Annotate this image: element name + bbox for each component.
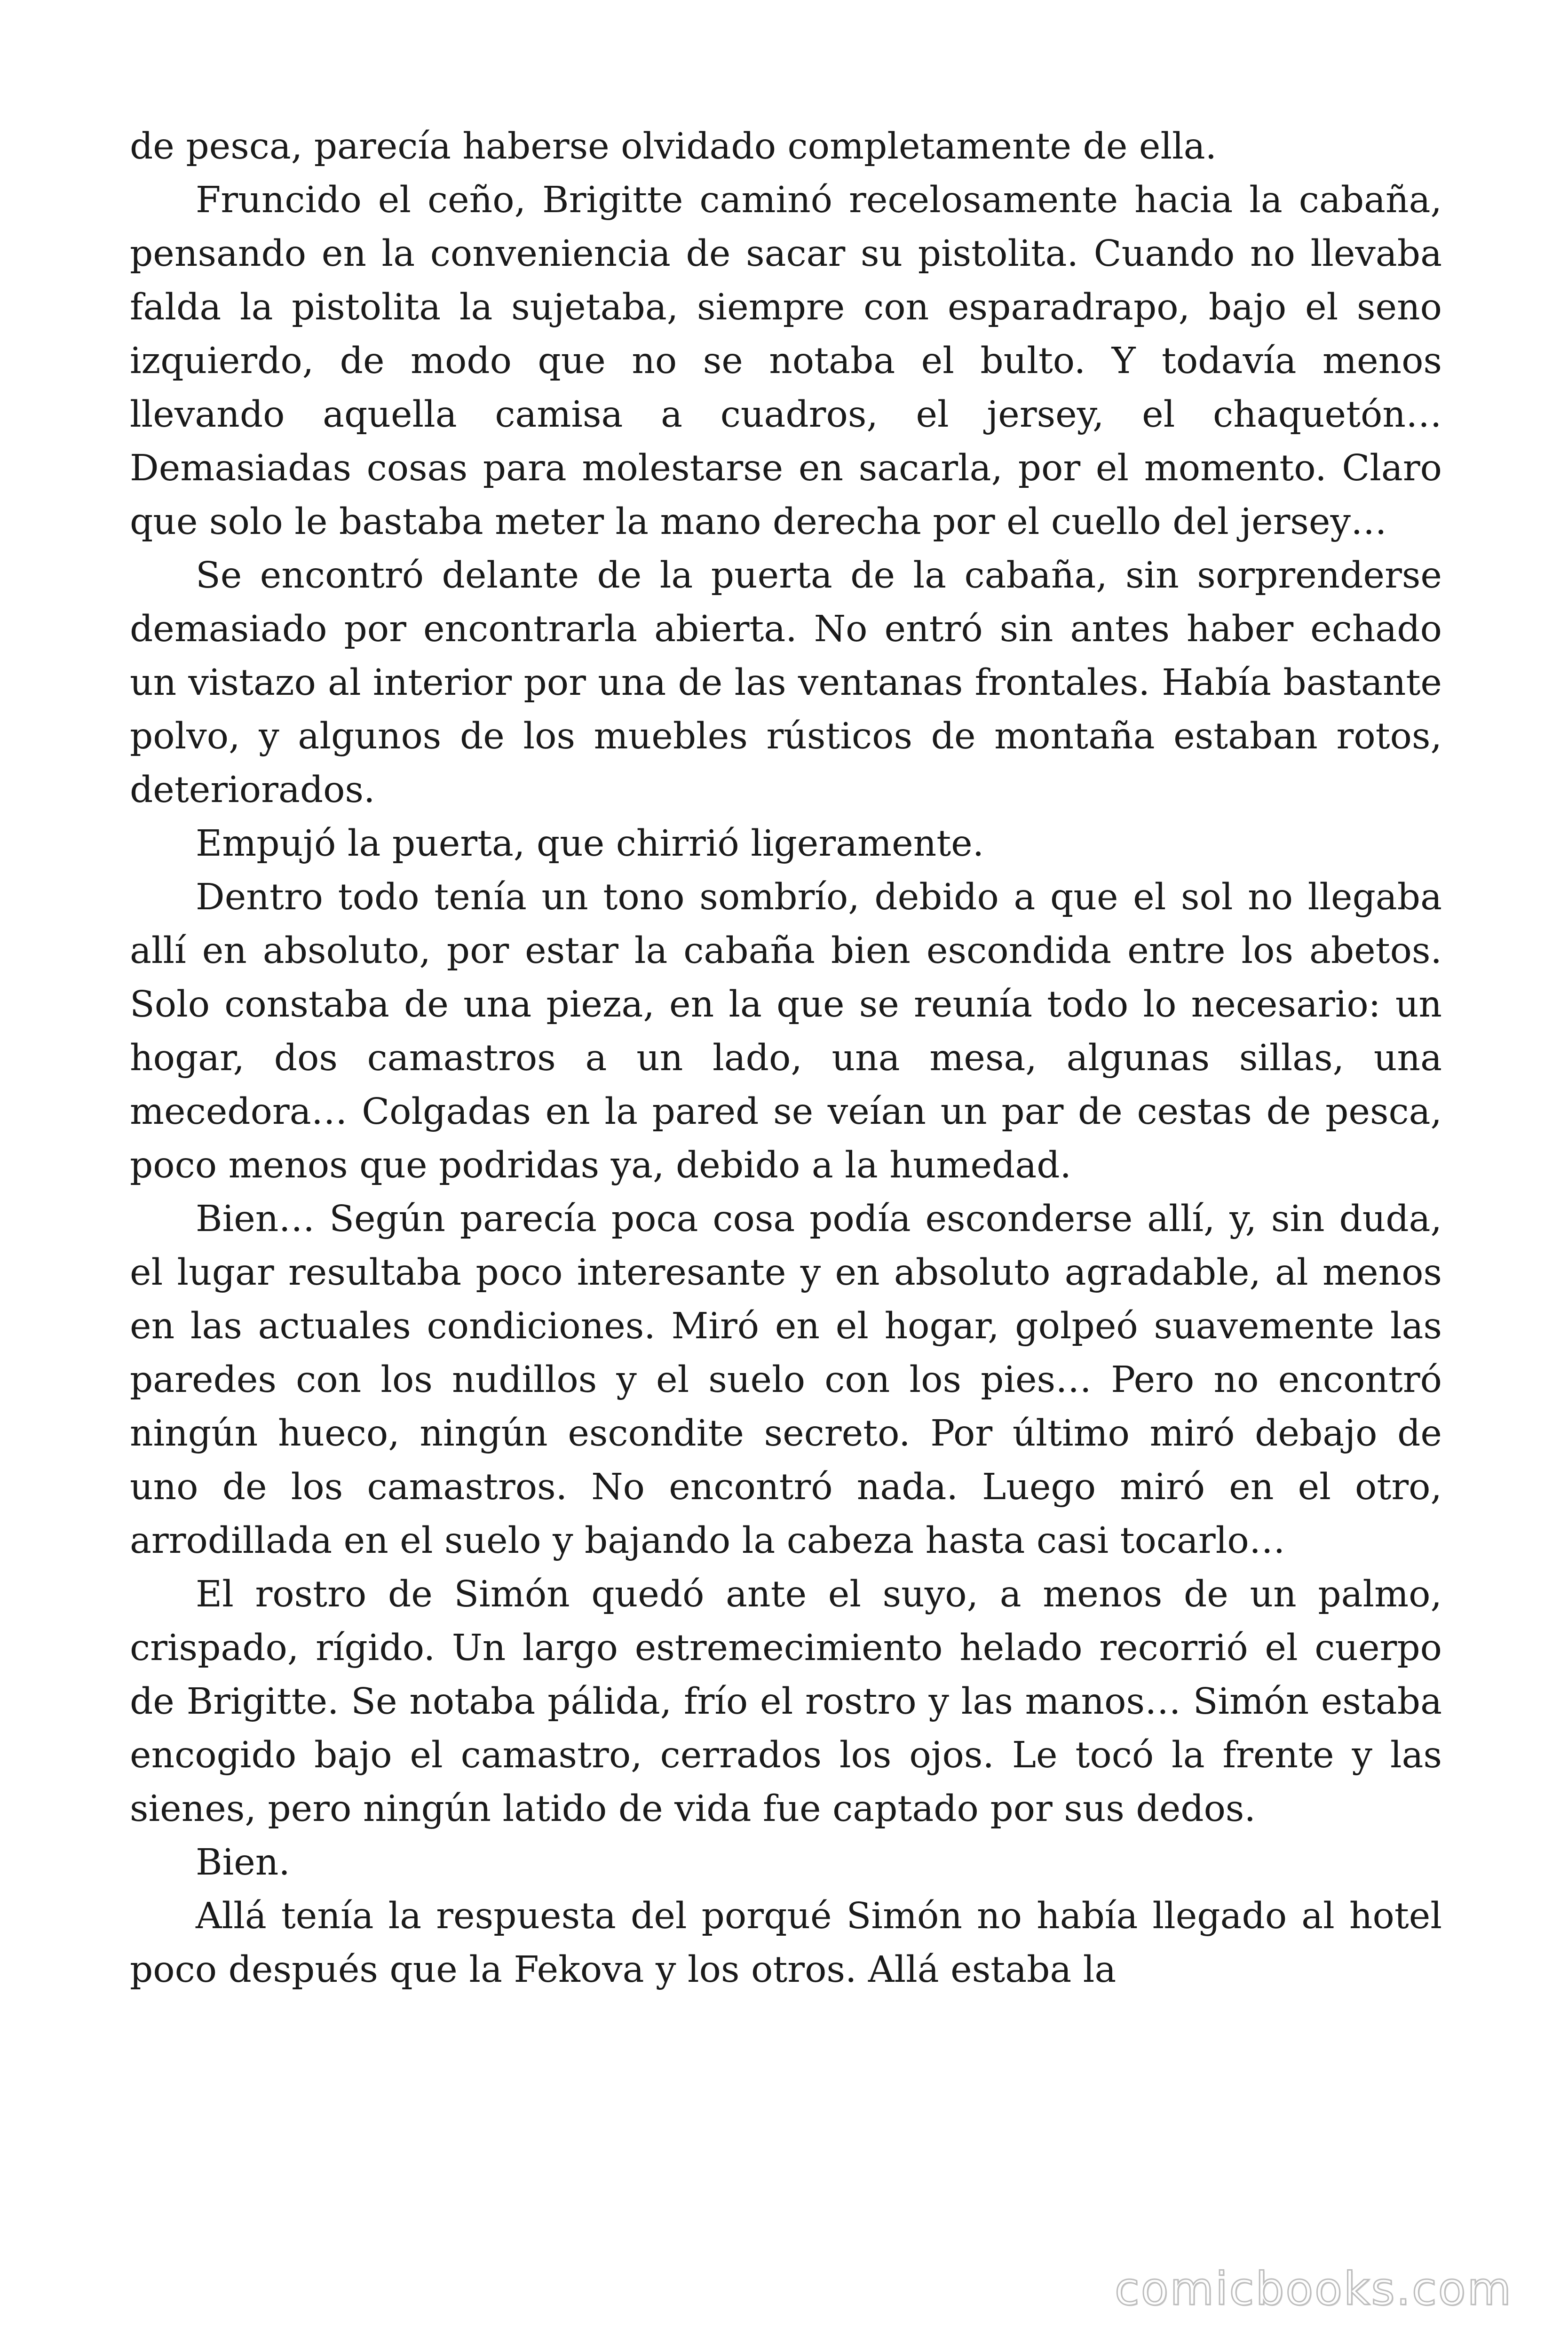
paragraph-7: El rostro de Simón quedó ante el suyo, a menos de un palmo, crispado, rígido. Un largo estremecimiento helado recorrió el cuerpo de Brigitte. Se notaba pálida, frío el rostro y las manos… Simón estaba encogido bajo el camastro, cerrados los ojos. Le tocó la frente y las sienes, pero ningún latido de vida fue captado por sus dedos. [130, 1573, 1442, 1830]
paragraph-9: Allá tenía la respuesta del porqué Simón no había llegado al hotel poco después que la Fekova y los otros. Allá estaba la [130, 1895, 1442, 1991]
book-page [130, 120, 1442, 1997]
paragraph-2: Fruncido el ceño, Brigitte caminó recelosamente hacia la cabaña, pensando en la conveniencia de sacar su pistolita. Cuando no llevaba falda la pistolita la sujetaba, siempre con esparadrapo, bajo el seno izquierdo, de modo que no se notaba el bulto. Y todavía menos llevando aquella camisa a cuadros, el jersey, el chaquetón… Demasiadas cosas para molestarse en sacarla, por el momento. Claro que solo le bastaba meter la mano derecha por el cuello del jersey… [130, 179, 1442, 543]
paragraph-4: Empujó la puerta, que chirrió ligeramente. [196, 823, 984, 865]
watermark: comicbooks.com [1114, 2263, 1513, 2315]
paragraph-6: Bien… Según parecía poca cosa podía esconderse allí, y, sin duda, el lugar resultaba poco interesante y en absoluto agradable, al menos en las actuales condiciones. Miró en el hogar, golpeó suavemente las paredes con los nudillos y el suelo con los pies… Pero no encontró ningún hueco, ningún escondite secreto. Por último miró debajo de uno de los camastros. No encontró nada. Luego miró en el otro, arrodillada en el suelo y bajando la cabeza hasta casi tocarlo… [130, 1198, 1442, 1562]
paragraph-5: Dentro todo tenía un tono sombrío, debido a que el sol no llegaba allí en absoluto, por estar la cabaña bien escondida entre los abetos. Solo constaba de una pieza, en la que se reunía todo lo necesario: un hogar, dos camastros a un lado, una mesa, algunas sillas, una mecedora… Colgadas en la pared se veían un par de cestas de pesca, poco menos que podridas ya, debido a la humedad. [130, 876, 1442, 1186]
paragraph-3: Se encontró delante de la puerta de la cabaña, sin sorprenderse demasiado por encontrarla abierta. No entró sin antes haber echado un vistazo al interior por una de las ventanas frontales. Había bastante polvo, y algunos de los muebles rústicos de montaña estaban rotos, deteriorados. [130, 555, 1442, 811]
paragraph-1: de pesca, parecía haberse olvidado completamente de ella. [130, 126, 1217, 167]
paragraph-8: Bien. [196, 1842, 290, 1883]
